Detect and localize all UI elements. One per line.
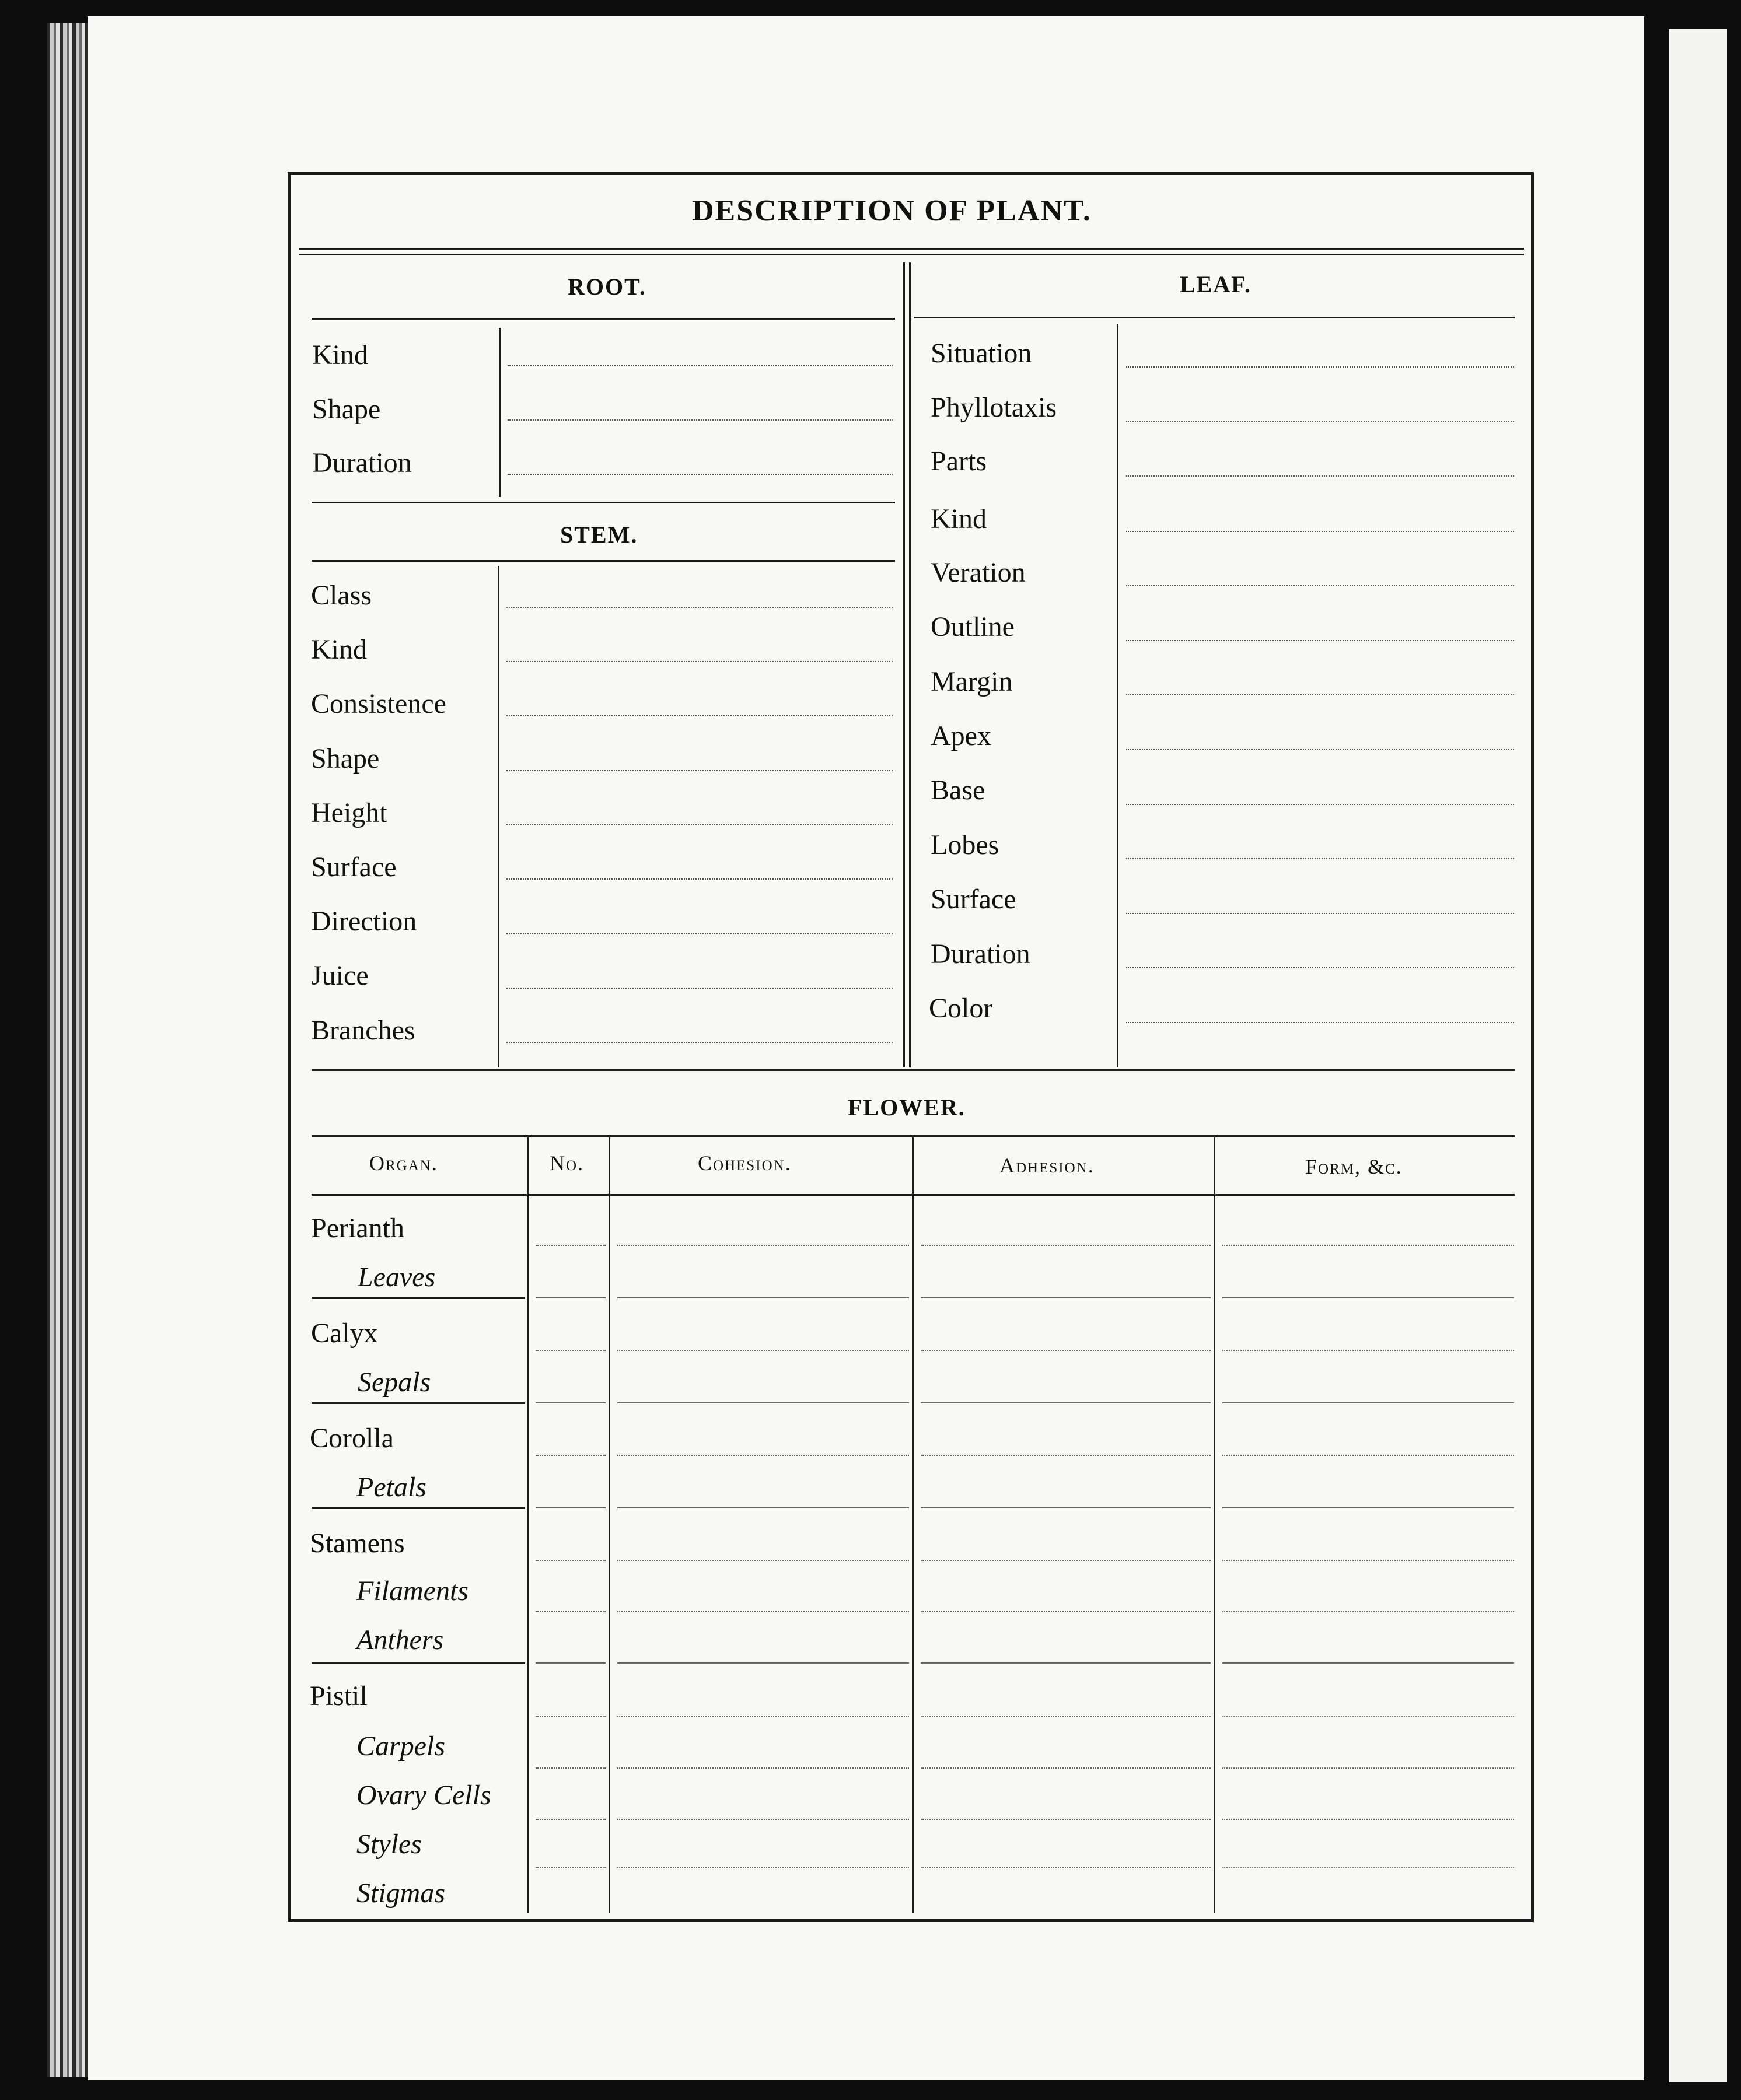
flower-cell-line-10[interactable] [617,1350,909,1351]
leaf-field-surface: Surface [931,884,1016,915]
flower-cell-line-18[interactable] [617,1455,909,1456]
organ-perianth: Perianth [311,1213,404,1244]
leaf-blank-12[interactable] [1126,967,1514,968]
stem-field-consistence: Consistence [311,688,446,719]
flower-cell-line-35[interactable] [921,1662,1211,1664]
flower-cell-line-19[interactable] [921,1455,1211,1456]
flower-cell-line-15[interactable] [921,1402,1211,1404]
leaf-field-apex: Apex [931,720,991,751]
stem-field-direction: Direction [311,906,417,937]
leaf-field-duration: Duration [931,939,1030,970]
organ-corolla: Corolla [310,1423,394,1454]
flower-cell-line-36[interactable] [1222,1662,1514,1664]
stem-blank-8[interactable] [506,988,893,989]
leaf-field-base: Base [931,775,985,806]
flower-cell-line-32[interactable] [1222,1611,1514,1612]
stem-heading-rule [312,560,895,562]
flower-cell-line-50[interactable] [617,1867,909,1868]
flower-cell-line-25[interactable] [536,1560,606,1561]
flower-cell-line-17[interactable] [536,1455,606,1456]
stem-label-divider [498,566,499,1068]
flower-cell-line-44[interactable] [1222,1768,1514,1769]
leaf-label-divider [1117,324,1118,1068]
part-stigmas: Stigmas [356,1878,446,1909]
flower-cell-line-2[interactable] [617,1245,909,1246]
leaf-field-kind: Kind [931,503,987,534]
flower-cell-line-12[interactable] [1222,1350,1514,1351]
flower-cell-line-34[interactable] [617,1662,909,1664]
flower-divider-1 [527,1138,529,1913]
stem-blank-6[interactable] [506,878,893,880]
flower-heading: FLOWER. [848,1094,966,1121]
stem-blank-5[interactable] [506,824,893,825]
flower-cell-line-8[interactable] [1222,1297,1514,1298]
flower-cell-line-52[interactable] [1222,1867,1514,1868]
flower-cell-line-26[interactable] [617,1560,909,1561]
leaf-blank-4[interactable] [1126,531,1514,532]
organ-calyx: Calyx [311,1318,378,1349]
flower-cell-line-22[interactable] [617,1507,909,1508]
leaf-field-margin: Margin [931,666,1013,697]
flower-cell-line-41[interactable] [536,1768,606,1769]
organ-rule-1 [312,1297,525,1299]
part-leaves: Leaves [358,1262,436,1293]
leaf-field-veration: Veration [931,557,1026,588]
leaf-blank-1[interactable] [1126,366,1514,368]
flower-cell-line-4[interactable] [1222,1245,1514,1246]
organ-rule-3 [312,1507,525,1509]
flower-divider-4 [1214,1138,1215,1913]
flower-cell-line-13[interactable] [536,1402,606,1404]
leaf-blank-6[interactable] [1126,640,1514,641]
adjacent-page-edge [1669,29,1727,2082]
leaf-heading: LEAF. [1180,271,1252,298]
flower-cell-line-28[interactable] [1222,1560,1514,1561]
flower-cell-line-48[interactable] [1222,1819,1514,1820]
flower-cell-line-9[interactable] [536,1350,606,1351]
organ-stamens: Stamens [310,1528,405,1559]
stem-field-kind: Kind [311,634,367,665]
root-field-kind: Kind [312,340,368,370]
stem-blank-3[interactable] [506,715,893,716]
part-anthers: Anthers [356,1625,444,1656]
leaf-field-situation: Situation [931,338,1032,369]
part-carpels: Carpels [356,1731,446,1762]
flower-cell-line-37[interactable] [536,1716,606,1717]
flower-cell-line-7[interactable] [921,1297,1211,1298]
title-rule-top [299,248,1524,250]
title-rule-bottom [299,254,1524,256]
stem-blank-9[interactable] [506,1042,893,1043]
flower-cell-line-46[interactable] [617,1819,909,1820]
flower-cell-line-45[interactable] [536,1819,606,1820]
flower-cell-line-1[interactable] [536,1245,606,1246]
root-field-shape: Shape [312,394,381,425]
col-adhesion: Adhesion. [999,1154,1095,1177]
flower-cell-line-20[interactable] [1222,1455,1514,1456]
part-sepals: Sepals [358,1367,431,1398]
col-organ: Organ. [369,1152,438,1175]
root-heading: ROOT. [568,274,646,300]
flower-heading-rule [312,1135,1515,1137]
flower-top-rule [312,1069,1515,1071]
stem-field-shape: Shape [311,743,380,774]
leaf-field-color: Color [929,993,993,1024]
leaf-blank-2[interactable] [1126,421,1514,422]
leaf-field-parts: Parts [931,446,987,477]
part-ovary-cells: Ovary Cells [356,1780,491,1811]
leaf-blank-7[interactable] [1126,694,1514,695]
leaf-blank-8[interactable] [1126,749,1514,750]
root-label-divider [499,328,501,497]
stem-blank-1[interactable] [506,607,893,608]
stem-blank-4[interactable] [506,770,893,771]
organ-pistil: Pistil [310,1681,368,1712]
leaf-field-phyllotaxis: Phyllotaxis [931,392,1057,423]
leaf-heading-rule [914,317,1515,318]
flower-cell-line-43[interactable] [921,1768,1211,1769]
flower-cell-line-51[interactable] [921,1867,1211,1868]
page-title: DESCRIPTION OF PLANT. [692,194,1092,228]
flower-cell-line-29[interactable] [536,1611,606,1612]
flower-cell-line-47[interactable] [921,1819,1211,1820]
flower-divider-3 [912,1138,914,1913]
flower-cell-line-24[interactable] [1222,1507,1514,1508]
center-divider-b [909,262,911,1068]
stem-field-class: Class [311,580,372,611]
root-field-duration: Duration [312,447,412,478]
flower-cell-line-23[interactable] [921,1507,1211,1508]
part-petals: Petals [356,1472,426,1503]
root-blank-1[interactable] [508,365,893,366]
flower-cell-line-16[interactable] [1222,1402,1514,1404]
flower-cell-line-21[interactable] [536,1507,606,1508]
stem-field-branches: Branches [311,1015,415,1046]
flower-cell-line-38[interactable] [617,1716,909,1717]
leaf-field-outline: Outline [931,611,1015,642]
flower-divider-2 [609,1138,610,1913]
flower-cell-line-40[interactable] [1222,1716,1514,1717]
flower-cell-line-33[interactable] [536,1662,606,1664]
flower-cell-line-31[interactable] [921,1611,1211,1612]
stem-blank-2[interactable] [506,661,893,662]
leaf-blank-11[interactable] [1126,913,1514,914]
flower-cell-line-6[interactable] [617,1297,909,1298]
part-filaments: Filaments [356,1576,469,1606]
form-frame [288,172,1534,1922]
flower-cell-line-39[interactable] [921,1716,1211,1717]
leaf-blank-10[interactable] [1126,858,1514,859]
flower-cell-line-11[interactable] [921,1350,1211,1351]
leaf-blank-13[interactable] [1126,1022,1514,1023]
flower-cell-line-30[interactable] [617,1611,909,1612]
leaf-field-lobes: Lobes [931,830,999,860]
flower-cell-line-49[interactable] [536,1867,606,1868]
col-form: Form, &c. [1305,1155,1403,1178]
leaf-blank-3[interactable] [1126,475,1514,477]
stem-heading: STEM. [560,522,638,548]
organ-rule-2 [312,1402,525,1404]
organ-rule-4 [312,1662,525,1664]
stem-field-juice: Juice [311,960,369,991]
stem-blank-7[interactable] [506,933,893,935]
leaf-blank-9[interactable] [1126,804,1514,805]
flower-cell-line-42[interactable] [617,1768,909,1769]
col-cohesion: Cohesion. [698,1152,792,1175]
flower-cell-line-27[interactable] [921,1560,1211,1561]
root-heading-rule [312,318,895,320]
root-blank-3[interactable] [508,474,893,475]
flower-cell-line-5[interactable] [536,1297,606,1298]
flower-cell-line-14[interactable] [617,1402,909,1404]
part-styles: Styles [356,1829,422,1860]
col-no: No. [550,1152,585,1175]
root-blank-2[interactable] [508,419,893,421]
stem-top-rule [312,502,895,503]
center-divider-a [903,262,905,1068]
leaf-blank-5[interactable] [1126,585,1514,586]
stem-field-height: Height [311,797,387,828]
stem-field-surface: Surface [311,852,397,883]
flower-cell-line-3[interactable] [921,1245,1211,1246]
